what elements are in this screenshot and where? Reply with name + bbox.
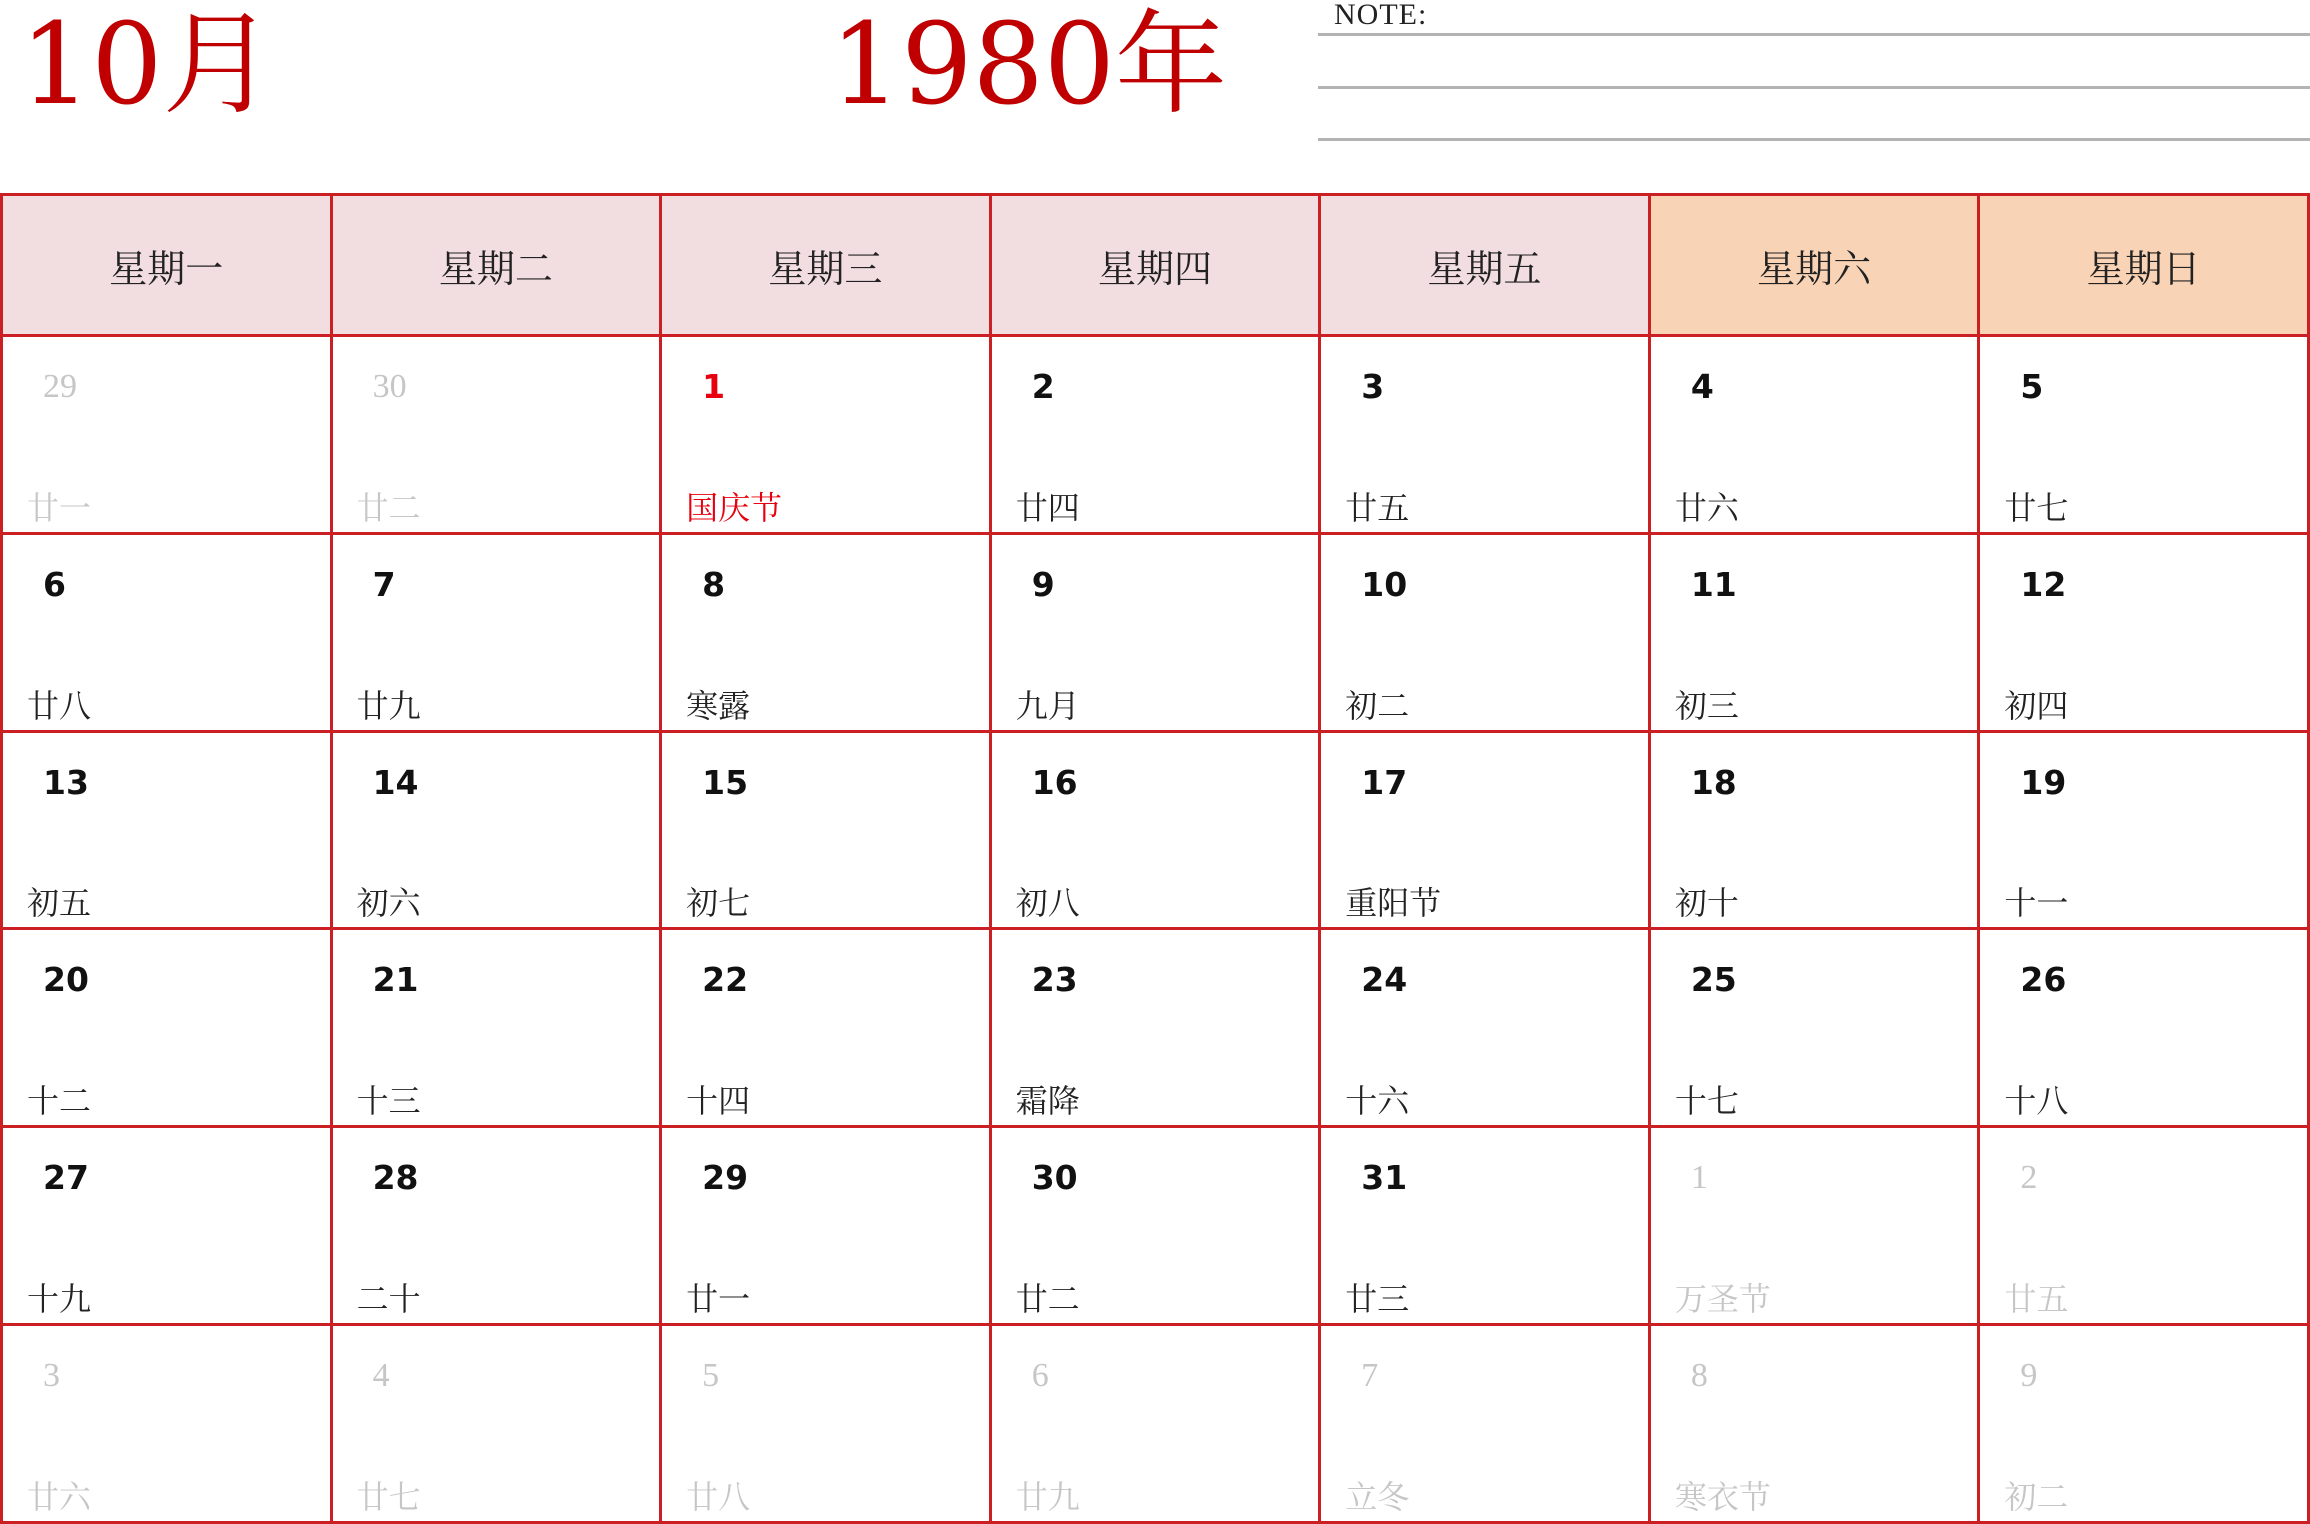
lunar-date: 十八 (2004, 1082, 2069, 1121)
lunar-date: 十三 (356, 1082, 421, 1121)
month-title: 10月 (20, 0, 275, 130)
day-number: 24 (1361, 960, 1408, 1000)
lunar-date: 廿四 (1015, 488, 1080, 527)
day-number: 28 (372, 1158, 419, 1198)
lunar-date: 廿八 (27, 686, 92, 725)
week-row (2, 731, 2309, 929)
lunar-date: 十六 (1345, 1082, 1410, 1121)
day-cell[interactable] (331, 929, 661, 1127)
day-cell[interactable] (990, 336, 1320, 534)
day-number: 5 (2020, 367, 2044, 406)
day-number: 22 (702, 960, 749, 1000)
day-cell[interactable] (331, 336, 661, 534)
day-cell[interactable] (661, 533, 991, 731)
day-cell[interactable] (1649, 929, 1979, 1127)
lunar-date: 初六 (356, 884, 421, 923)
day-number: 9 (2020, 1357, 2038, 1395)
day-cell[interactable] (1649, 1325, 1979, 1523)
lunar-date: 十四 (686, 1082, 751, 1121)
lunar-date: 初五 (27, 884, 92, 923)
day-cell[interactable] (1649, 533, 1979, 731)
day-number: 8 (702, 564, 726, 604)
day-cell[interactable] (2, 731, 332, 929)
weekday-header: 星期日 (1979, 195, 2309, 336)
lunar-date: 初四 (2004, 686, 2069, 725)
day-cell[interactable] (331, 533, 661, 731)
day-number: 7 (1361, 1357, 1379, 1395)
lunar-date: 廿九 (1015, 1478, 1080, 1516)
weekday-header: 星期一 (2, 195, 332, 336)
lunar-date: 初七 (686, 884, 751, 923)
lunar-date: 二十 (356, 1280, 421, 1319)
day-number: 14 (372, 762, 419, 802)
lunar-date: 寒露 (686, 686, 751, 725)
lunar-date: 立冬 (1345, 1478, 1410, 1516)
day-cell[interactable] (331, 1127, 661, 1325)
day-cell[interactable] (661, 731, 991, 929)
lunar-date: 初十 (1674, 884, 1739, 923)
day-number: 2 (1031, 367, 1055, 406)
day-number: 30 (1031, 1158, 1078, 1198)
lunar-date: 初二 (2004, 1478, 2069, 1516)
day-cell[interactable] (1320, 929, 1650, 1127)
lunar-date: 廿六 (27, 1478, 92, 1516)
day-number: 1 (702, 367, 726, 406)
day-cell[interactable] (1320, 1127, 1650, 1325)
lunar-date: 初二 (1345, 686, 1410, 725)
weekday-header: 星期四 (990, 195, 1320, 336)
day-cell[interactable] (1649, 336, 1979, 534)
note-line (1318, 138, 2310, 141)
day-cell[interactable] (2, 1127, 332, 1325)
day-cell[interactable] (1320, 336, 1650, 534)
day-cell[interactable] (990, 533, 1320, 731)
day-cell[interactable] (1320, 1325, 1650, 1523)
lunar-date: 廿一 (686, 1280, 751, 1319)
lunar-date: 霜降 (1015, 1082, 1080, 1121)
weekday-header-row (2, 195, 2309, 336)
note-line (1318, 86, 2310, 89)
day-cell[interactable] (1979, 533, 2309, 731)
day-number: 13 (43, 762, 89, 802)
day-cell[interactable] (1320, 731, 1650, 929)
day-cell[interactable] (1979, 336, 2309, 534)
lunar-date: 廿六 (1674, 488, 1739, 527)
day-number: 1 (1690, 1159, 1708, 1197)
day-cell[interactable] (1979, 1127, 2309, 1325)
lunar-date: 廿三 (1345, 1280, 1410, 1319)
weekday-header: 星期三 (661, 195, 991, 336)
lunar-date: 廿七 (356, 1478, 421, 1516)
day-cell[interactable] (990, 1325, 1320, 1523)
day-number: 30 (372, 368, 407, 405)
day-cell[interactable] (661, 336, 991, 534)
day-number: 5 (702, 1357, 720, 1395)
day-number: 21 (372, 960, 419, 1000)
lunar-date: 廿五 (2004, 1280, 2069, 1319)
day-number: 19 (2020, 762, 2067, 802)
week-row (2, 336, 2309, 534)
day-number: 27 (43, 1158, 89, 1198)
day-number: 6 (43, 564, 66, 604)
day-cell[interactable] (1979, 929, 2309, 1127)
day-number: 15 (702, 762, 749, 802)
day-number: 20 (43, 960, 89, 1000)
day-cell[interactable] (990, 731, 1320, 929)
day-number: 16 (1031, 762, 1078, 802)
day-number: 4 (372, 1357, 390, 1395)
day-number: 11 (1690, 564, 1737, 604)
year-title: 1980年 (830, 0, 1228, 130)
day-cell[interactable] (990, 1127, 1320, 1325)
day-cell[interactable] (331, 1325, 661, 1523)
day-cell[interactable] (1649, 1127, 1979, 1325)
weekday-header: 星期六 (1649, 195, 1979, 336)
day-number: 8 (1690, 1357, 1708, 1395)
day-number: 4 (1690, 367, 1714, 406)
day-number: 10 (1361, 564, 1408, 604)
lunar-date: 廿二 (356, 488, 421, 527)
calendar-grid (0, 193, 2310, 1524)
day-number: 29 (43, 368, 77, 405)
week-row (2, 1325, 2309, 1523)
lunar-date: 九月 (1015, 686, 1080, 725)
lunar-date: 重阳节 (1345, 884, 1442, 923)
day-cell[interactable] (2, 1325, 332, 1523)
day-number: 23 (1031, 960, 1078, 1000)
week-row (2, 929, 2309, 1127)
day-number: 29 (702, 1158, 749, 1198)
week-row (2, 1127, 2309, 1325)
weekday-header: 星期二 (331, 195, 661, 336)
day-number: 3 (1361, 367, 1385, 406)
day-cell[interactable] (1979, 1325, 2309, 1523)
lunar-date: 廿八 (686, 1478, 751, 1516)
lunar-date: 廿二 (1015, 1280, 1080, 1319)
day-number: 2 (2020, 1159, 2038, 1197)
day-number: 7 (372, 564, 396, 604)
day-cell[interactable] (661, 1127, 991, 1325)
lunar-date: 廿一 (27, 488, 92, 527)
day-cell[interactable] (1979, 731, 2309, 929)
week-row (2, 533, 2309, 731)
lunar-date: 廿九 (356, 686, 421, 725)
day-number: 18 (1690, 762, 1737, 802)
lunar-date: 国庆节 (686, 488, 783, 527)
day-cell[interactable] (1649, 731, 1979, 929)
day-cell[interactable] (331, 731, 661, 929)
note-label: NOTE: (1334, 0, 1428, 31)
day-cell[interactable] (2, 336, 332, 534)
lunar-date: 十一 (2004, 884, 2069, 923)
lunar-date: 万圣节 (1674, 1280, 1771, 1319)
day-cell[interactable] (1320, 533, 1650, 731)
lunar-date: 寒衣节 (1674, 1478, 1771, 1516)
lunar-date: 十二 (27, 1082, 92, 1121)
lunar-date: 初三 (1674, 686, 1739, 725)
day-number: 26 (2020, 960, 2067, 1000)
day-number: 6 (1031, 1357, 1049, 1395)
day-number: 31 (1361, 1158, 1408, 1198)
day-number: 9 (1031, 564, 1055, 604)
day-cell[interactable] (990, 929, 1320, 1127)
lunar-date: 廿五 (1345, 488, 1410, 527)
day-number: 25 (1690, 960, 1737, 1000)
note-area[interactable] (1318, 0, 2310, 140)
day-number: 12 (2020, 564, 2067, 604)
weekday-header: 星期五 (1320, 195, 1650, 336)
lunar-date: 廿七 (2004, 488, 2069, 527)
lunar-date: 十七 (1674, 1082, 1739, 1121)
note-line (1318, 33, 2310, 36)
day-cell[interactable] (661, 1325, 991, 1523)
day-cell[interactable] (2, 929, 332, 1127)
day-number: 3 (43, 1357, 60, 1395)
day-cell[interactable] (661, 929, 991, 1127)
lunar-date: 十九 (27, 1280, 92, 1319)
day-cell[interactable] (2, 533, 332, 731)
lunar-date: 初八 (1015, 884, 1080, 923)
day-number: 17 (1361, 762, 1408, 802)
